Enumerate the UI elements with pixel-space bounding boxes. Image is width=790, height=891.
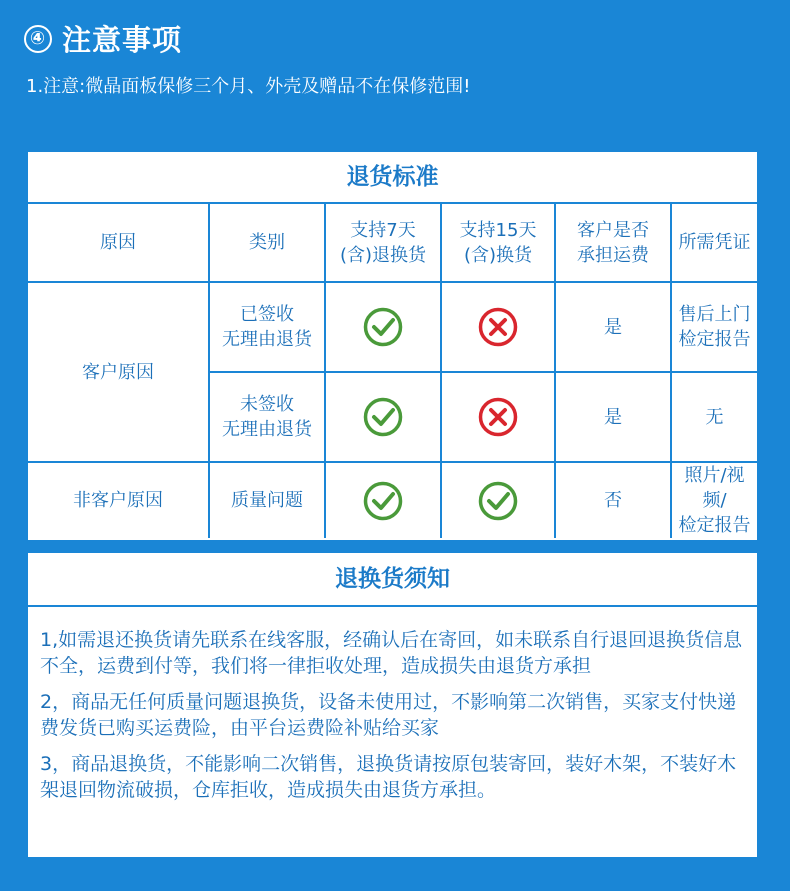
header-freight: 客户是否 承担运费 <box>555 204 671 282</box>
header-reason: 原因 <box>28 204 209 282</box>
category-cell: 质量问题 <box>209 462 325 538</box>
freight-cell: 否 <box>555 462 671 538</box>
exchange-notice-panel <box>28 553 757 857</box>
freight-cell: 是 <box>555 372 671 462</box>
category-cell: 未签收 无理由退货 <box>209 372 325 462</box>
header-15day: 支持15天 (含)换货 <box>441 204 555 282</box>
table-row <box>28 462 757 538</box>
table-header-row <box>28 204 757 282</box>
warranty-note: 1.注意:微晶面板保修三个月、外壳及赠品不在保修范围! <box>26 76 471 97</box>
d15-cell <box>441 282 555 372</box>
list-item: 3，商品退换货，不能影响二次销售，退换货请按原包装寄回，装好木架，不装好木架退回物流破损，仓库拒收，造成损失由退货方承担。 <box>40 753 737 801</box>
section-number: ④ <box>24 25 52 53</box>
d7-cell <box>325 462 441 538</box>
check-icon <box>330 397 436 437</box>
category-cell: 已签收 无理由退货 <box>209 282 325 372</box>
return-standard-table <box>28 204 757 538</box>
return-standard-panel <box>28 152 757 540</box>
reason-cell: 客户原因 <box>28 282 209 462</box>
cross-icon <box>446 307 550 347</box>
d15-cell <box>441 372 555 462</box>
exchange-notice-title: 退换货须知 <box>28 553 757 607</box>
freight-cell: 是 <box>555 282 671 372</box>
proof-cell: 售后上门 检定报告 <box>671 282 757 372</box>
header-category: 类别 <box>209 204 325 282</box>
list-item: 2，商品无任何质量问题退换货，设备未使用过，不影响第二次销售，买家支付快递费发货已购买运费险，由平台运费险补贴给买家 <box>40 691 737 739</box>
header-proof: 所需凭证 <box>671 204 757 282</box>
check-icon <box>446 481 550 521</box>
section-title: 注意事项 <box>62 23 183 57</box>
section-heading <box>24 18 182 59</box>
d7-cell <box>325 282 441 372</box>
d7-cell <box>325 372 441 462</box>
list-item: 1,如需退还换货请先联系在线客服，经确认后在寄回，如未联系自行退回退换货信息不全，运费到付等，我们将一律拒收处理，造成损失由退货方承担 <box>40 629 743 677</box>
table-row <box>28 282 757 372</box>
notice-body <box>28 607 757 803</box>
header-7day: 支持7天 (含)退换货 <box>325 204 441 282</box>
proof-cell: 无 <box>671 372 757 462</box>
reason-cell: 非客户原因 <box>28 462 209 538</box>
check-icon <box>330 481 436 521</box>
check-icon <box>330 307 436 347</box>
d15-cell <box>441 462 555 538</box>
cross-icon <box>446 397 550 437</box>
proof-cell: 照片/视频/ 检定报告 <box>671 462 757 538</box>
return-standard-title: 退货标准 <box>28 152 757 204</box>
